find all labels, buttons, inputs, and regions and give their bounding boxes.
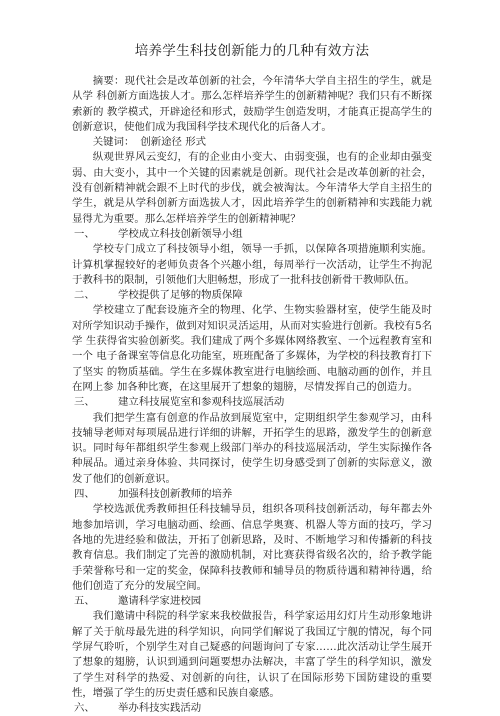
section-title: 邀请科学家进校园 — [118, 595, 202, 608]
section-number: 六、 — [74, 702, 95, 715]
section-heading — [72, 227, 432, 242]
abstract-paragraph — [72, 74, 432, 135]
section-heading — [72, 395, 432, 410]
section-body: 学校专门成立了科技领导小组，领导一手抓，以保障各项措施顺利实施。计算机掌握较好的老师负责各个兴趣小组，每周举行一次活动，让学生不拘泥于教科书的限制，引领他们大胆畅想，形成了一批科技创新骨干教师队伍。 — [72, 243, 432, 286]
section-title: 学校成立科技创新领导小组 — [118, 227, 243, 240]
intro-paragraph: 纵观世界风云变幻，有的企业由小变大、由弱变强，也有的企业却由强变弱、由大变小，其中一个关键的因素就是创新。现代社会是改革创新的社会，没有创新精神就会跟不上时代的步伐，就会被淘汰。今年清华大学自主招生的学生，就是从学科创新方面选拔人才，因此培养学生的创新精神和实践能力就显得尤为重要。那么怎样培养学生的创新精神呢？ — [72, 151, 432, 225]
section-heading — [72, 594, 432, 609]
section-body: 我们把学生富有创意的作品放到展览室中，定期组织学生参观学习，由科技辅导老师对每项展品进行详细的讲解，开拓学生的思路，激发学生的创新意识。同时每年都组织学生参观上级部门举办的科技巡展活动，学生实际操作各种展品。通过亲身体验、共同探讨，使学生切身感受到了创新的实际意义，激发了他们的创新意识。 — [72, 411, 432, 485]
section-number: 二、 — [74, 289, 95, 302]
section-heading — [72, 487, 432, 502]
section-body: 学校建立了配套设施齐全的物理、化学、生物实验器材室，使学生能及时对所学知识动手操作，做到对知识灵活运用，从而对实验进行创新。我校有5名学 生获得省实验创新奖。我们建成了两个多媒体网络教室、一个远程教育室和一个 电子备课室等信息化功能室，班班配备了多媒体，为学校的科技教育打下了坚实 的物质基础。学生在多媒体教室进行电脑绘画、电脑动画的创作，并且在网上参 加各种比赛，在这里展开了想象的翅膀，尽情发挥自己的创造力。 — [72, 304, 432, 393]
section-number: 一、 — [74, 227, 95, 240]
document-title: 培养学生科技创新能力的几种有效方法 — [134, 43, 370, 59]
abstract-label: 摘要： — [92, 75, 125, 87]
section-number: 四、 — [74, 488, 95, 501]
keywords-label: 关键词： — [92, 136, 135, 149]
section-body: 我们邀请中科院的科学家来我校做报告，科学家运用幻灯片生动形象地讲解了关于航母最先进的科学知识，向同学们解说了我国辽宁舰的情况，每个同学屏气聆听，个别学生对自己疑惑的问题询问了专家……此次活动让学生展开了想象的翅膀，认识到通到问题要想办法解决，丰富了学生的科学知识，激发了学生对科学的热爱、对创新的向往，认识了在国际形势下国防建设的重要性，增强了学生的历史责任感和民族自豪感。 — [72, 610, 432, 699]
document-page — [72, 42, 432, 716]
section-title: 建立科技展览室和参观科技巡展活动 — [118, 396, 285, 409]
section-title: 加强科技创新教师的培养 — [118, 488, 233, 501]
section-heading — [72, 701, 432, 716]
section-number: 五、 — [74, 595, 95, 608]
abstract-text: 现代社会是改革创新的社会，今年清华大学自主招生的学生，就是从学 科创新方面选拔人才。那么怎样培养学生的创新精神呢？我们只有不断探索新的 教学模式，开辟途径和形式，鼓励学生创造发明，才能真正提高学生的创新意识，使他们成为我国科学技术现代化的后备人才。 — [72, 75, 433, 133]
section-number: 三、 — [74, 396, 95, 409]
section-body: 学校选派优秀教师担任科技辅导员，组织各项科技创新活动，每年都去外地参加培训，学习电脑动画、绘画、信息学奥赛、机器人等方面的技巧，学习各地的先进经验和做法，开拓了创新思路，及时、不断地学习和传播新的科技教育信息。我们制定了完善的激励机制，对比赛获得省级名次的，给予教学能手荣誉称号和一定的奖金，保障科技教师和辅导员的物质待遇和精神待遇，给他们创造了充分的发展空间。 — [72, 503, 432, 592]
keywords-line — [72, 135, 432, 150]
section-title: 举办科技实践活动 — [118, 702, 202, 715]
section-title: 学校提供了足够的物质保障 — [118, 289, 243, 302]
section-heading — [72, 288, 432, 303]
keywords-text: 创新途径 形式 — [140, 136, 207, 149]
